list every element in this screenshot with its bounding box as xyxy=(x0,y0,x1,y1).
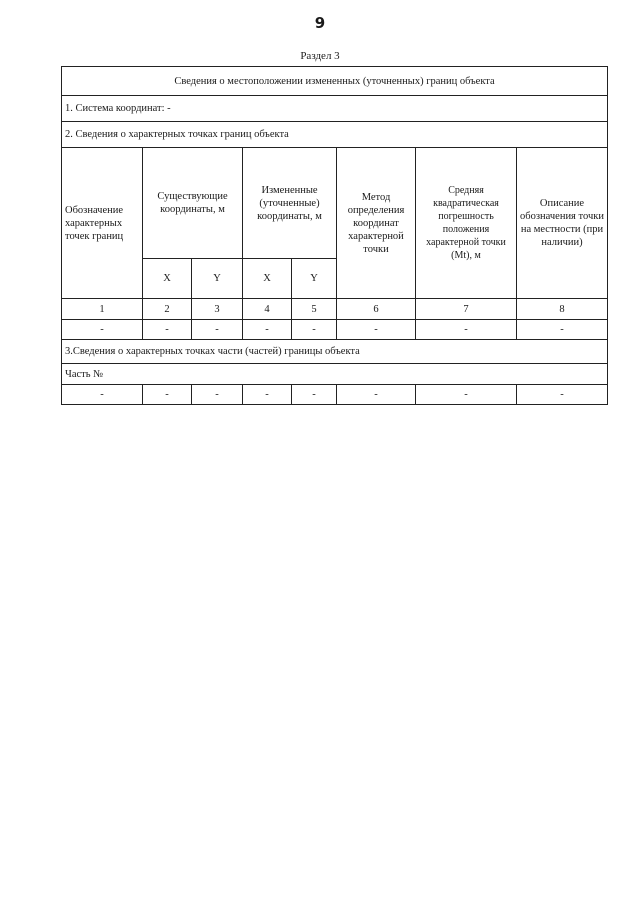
header-error: Средняя квадратическая погрешность положения характерной точки (Mt), м xyxy=(416,148,517,299)
table-row xyxy=(62,385,608,405)
table-cell: - xyxy=(243,320,292,340)
boundary-points-table xyxy=(61,66,608,405)
table-cell: - xyxy=(292,385,337,405)
table-cell: - xyxy=(62,320,143,340)
page-number: 9 xyxy=(314,14,326,32)
part-number-row: Часть № xyxy=(62,364,608,385)
parts-heading-row: 3.Сведения о характерных точках части (частей) границы объекта xyxy=(62,340,608,364)
table-title: Сведения о местоположении измененных (уточненных) границ объекта xyxy=(62,67,608,96)
table-cell: - xyxy=(192,320,243,340)
header-description: Описание обозначения точки на местности (при наличии) xyxy=(517,148,608,299)
column-number: 1 xyxy=(62,299,143,320)
table-cell: - xyxy=(243,385,292,405)
column-number: 6 xyxy=(337,299,416,320)
column-number: 8 xyxy=(517,299,608,320)
column-number: 3 xyxy=(192,299,243,320)
column-number: 2 xyxy=(143,299,192,320)
header-method: Метод определения координат характерной точки xyxy=(337,148,416,299)
coordinate-system-row: 1. Система координат: - xyxy=(62,96,608,122)
table-cell: - xyxy=(192,385,243,405)
header-changed-coordinates: Измененные (уточненные) координаты, м xyxy=(243,148,337,259)
section-label: Раздел 3 xyxy=(300,50,340,62)
table-cell: - xyxy=(416,385,517,405)
table-cell: - xyxy=(517,320,608,340)
column-number: 5 xyxy=(292,299,337,320)
header-existing-y: Y xyxy=(192,259,243,299)
table-cell: - xyxy=(337,385,416,405)
table-row xyxy=(62,320,608,340)
header-changed-y: Y xyxy=(292,259,337,299)
column-number: 7 xyxy=(416,299,517,320)
points-heading-row: 2. Сведения о характерных точках границ объекта xyxy=(62,122,608,148)
table-cell: - xyxy=(143,320,192,340)
table-cell: - xyxy=(292,320,337,340)
table-cell: - xyxy=(517,385,608,405)
table-cell: - xyxy=(416,320,517,340)
header-changed-x: X xyxy=(243,259,292,299)
header-existing-x: X xyxy=(143,259,192,299)
table-cell: - xyxy=(62,385,143,405)
table-cell: - xyxy=(143,385,192,405)
table-cell: - xyxy=(337,320,416,340)
column-number: 4 xyxy=(243,299,292,320)
header-designation: Обозначение характерных точек границ xyxy=(62,148,143,299)
header-existing-coordinates: Существующие координаты, м xyxy=(143,148,243,259)
column-numbers-row xyxy=(62,299,608,320)
